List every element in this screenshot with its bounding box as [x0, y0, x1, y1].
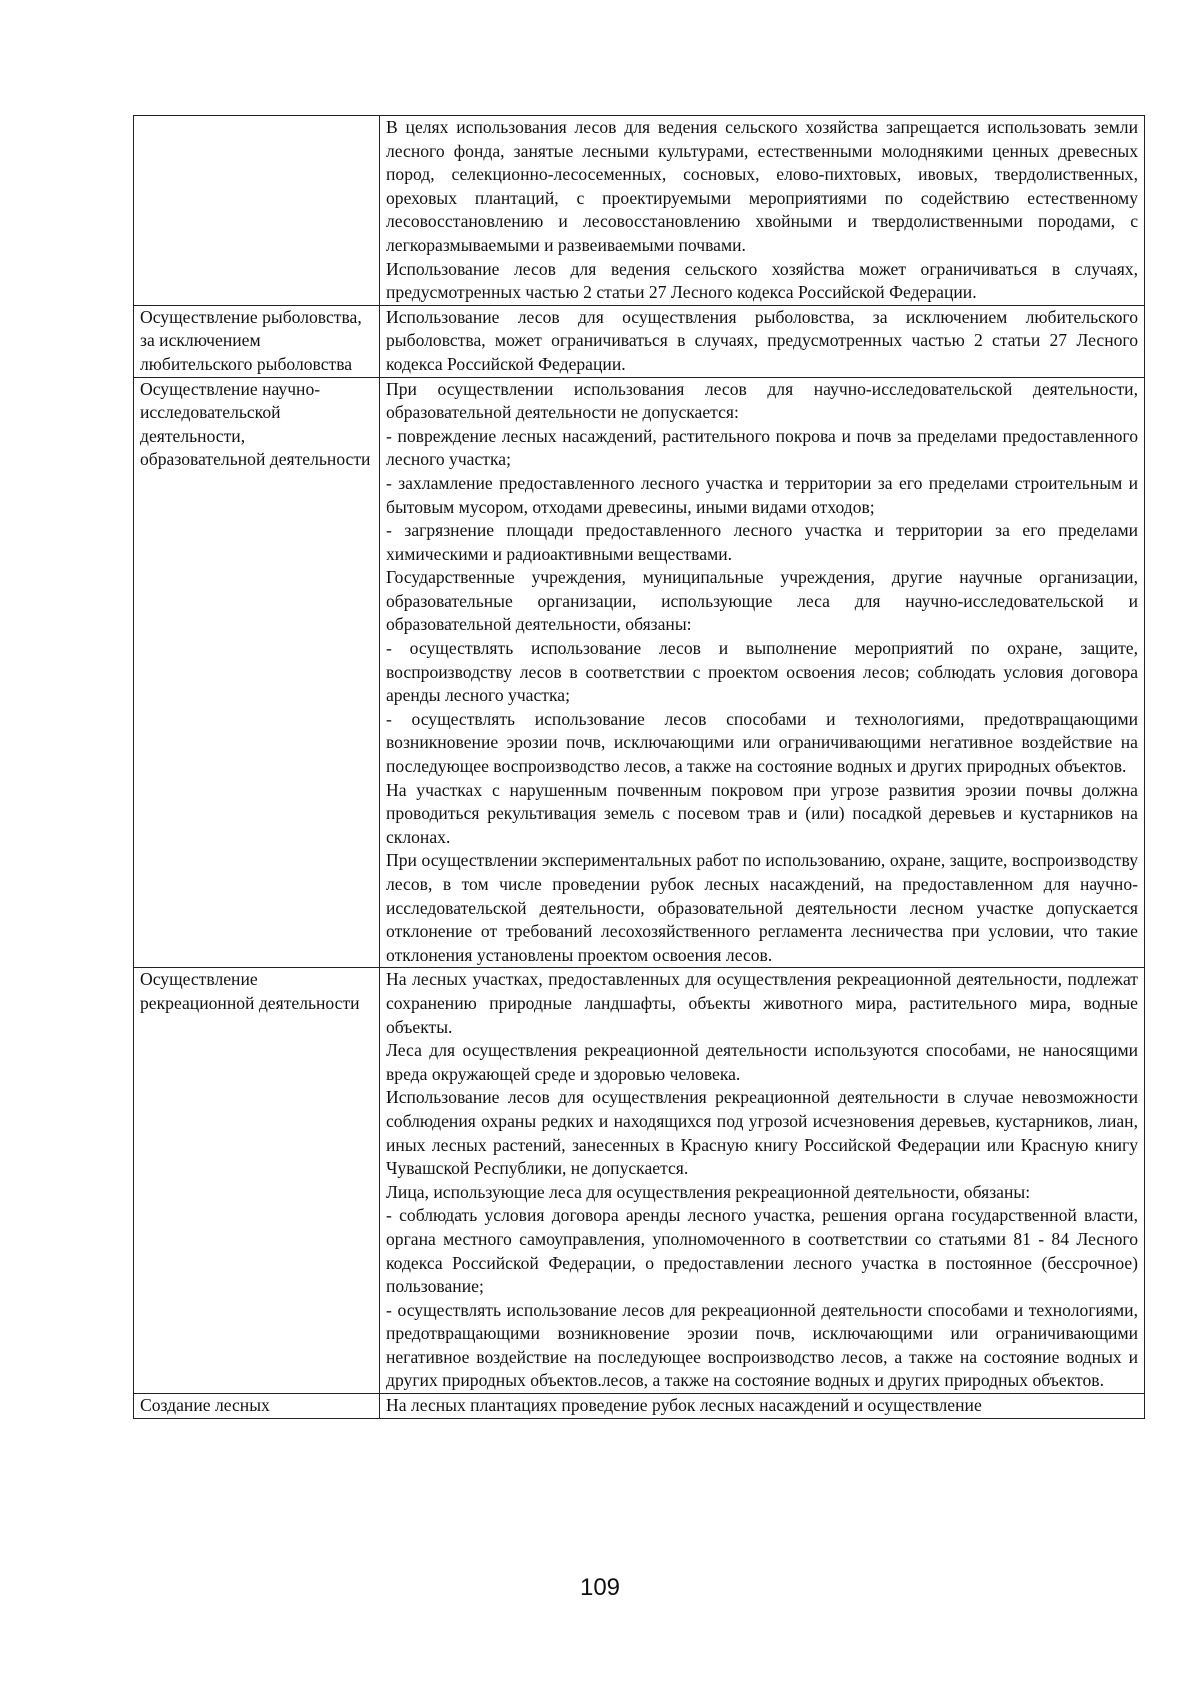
paragraph: - загрязнение площади предоставленного лесного участка и территории за его пределами химическими и радиоактивными веществами.: [386, 520, 1138, 564]
paragraph: Использование лесов для осуществления рекреационной деятельности в случае невозможности соблюдения охраны редких и находящихся под угрозой исчезновения деревьев, кустарников, лиан, иных лесных растений, занесенных в Красную книгу Российской Федерации или Красную книгу Чувашской Республики, не допускается.: [386, 1087, 1138, 1179]
table-row: [134, 968, 1145, 1394]
description-cell: [380, 116, 1145, 306]
paragraph: - соблюдать условия договора аренды лесного участка, решения органа государственной власти, органа местного самоуправления, уполномоченного в соответствии со статьями 81 - 84 Лесного кодекса Российской Федерации, о предоставлении лесного участка в постоянное (бессрочное) пользование;: [386, 1205, 1138, 1297]
description-cell: [380, 305, 1145, 377]
paragraph: В целях использования лесов для ведения сельского хозяйства запрещается использовать земли лесного фонда, занятые лесными культурами, естественными молоднякими ценных древесных пород, селекционно-лесосеменных, сосновых, елово-пихтовых, ивовых, твердолиственных, ореховых плантаций, с проектируемыми мероприятиями по содействию естественному лесовосстановлению и лесовосстановлению хвойными и твердолиственными породами, с легкоразмываемыми и развеиваемыми почвами.: [386, 117, 1138, 255]
table-row: [134, 305, 1145, 377]
paragraph: Лица, использующие леса для осуществления рекреационной деятельности, обязаны:: [386, 1181, 1031, 1202]
paragraph: - осуществлять использование лесов для рекреационной деятельности способами и технологиями, предотвращающими возникновение эрозии почв, исключающими или ограничивающими негативное воздействие на последующее воспроизводство лесов, а также на состояние водных и других природных объектов.лесов, а также на состояние водных и других природных объектов.: [386, 1299, 1138, 1391]
table-row: [134, 1394, 1145, 1419]
paragraph: Леса для осуществления рекреационной деятельности используются способами, не наносящими вреда окружающей среде и здоровью человека.: [386, 1040, 1138, 1084]
description-cell: [380, 968, 1145, 1394]
activity-cell: Осуществление рыболовства, за исключением любительского рыболовства: [134, 305, 380, 377]
activity-cell: Осуществление рекреационной деятельности: [134, 968, 380, 1394]
activity-cell: Осуществление научно-исследовательской деятельности, образовательной деятельности: [134, 377, 380, 968]
paragraph: - осуществлять использование лесов способами и технологиями, предотвращающими возникновение эрозии почв, исключающими или ограничивающими негативное воздействие на последующее воспроизводство лесов, а также на состояние водных и других природных объектов.: [386, 708, 1138, 777]
description-cell: [380, 377, 1145, 968]
table-row: [134, 116, 1145, 306]
paragraph: На лесных участках, предоставленных для осуществления рекреационной деятельности, подлежат сохранению природные ландшафты, объекты животного мира, растительного мира, водные объекты.: [386, 969, 1138, 1037]
page-number: 109: [579, 1574, 621, 1601]
paragraph: Государственные учреждения, муниципальные учреждения, другие научные организации, образовательные организации, использующие леса для научно-исследовательской и образовательной деятельности, обязаны:: [386, 567, 1138, 635]
paragraph: - осуществлять использование лесов и выполнение мероприятий по охране, защите, воспроизводству лесов в соответствии с проектом освоения лесов; соблюдать условия договора аренды лесного участка;: [386, 638, 1138, 706]
paragraph: Использование лесов для осуществления рыболовства, за исключением любительского рыболовства, может ограничиваться в случаях, предусмотренных частью 2 статьи 27 Лесного кодекса Российской Федерации.: [386, 306, 1138, 374]
activity-cell: Создание лесных: [134, 1394, 380, 1419]
paragraph: На лесных плантациях проведение рубок лесных насаждений и осуществление: [386, 1395, 982, 1416]
paragraph: На участках с нарушенным почвенным покровом при угрозе развития эрозии почвы должна проводиться рекультивация земель с посевом трав и (или) посадкой деревьев и кустарников на склонах.: [386, 779, 1138, 847]
paragraph: - повреждение лесных насаждений, растительного покрова и почв за пределами предоставленного лесного участка;: [386, 425, 1138, 470]
table-row: [134, 377, 1145, 968]
activity-cell: [134, 116, 380, 306]
paragraph: При осуществлении экспериментальных работ по использованию, охране, защите, воспроизводству лесов, в том числе проведении рубок лесных насаждений, на предоставленном для научно-исследовательской деятельности, образовательной деятельности лесном участке допускается отклонение от требований лесохозяйственного регламента лесничества при условии, что такие отклонения установлены проектом освоения лесов.: [386, 850, 1138, 965]
paragraph: При осуществлении использования лесов для научно-исследовательской деятельности, образовательной деятельности не допускается:: [386, 378, 1138, 423]
paragraph: Использование лесов для ведения сельского хозяйства может ограничиваться в случаях, предусмотренных частью 2 статьи 27 Лесного кодекса Российской Федерации.: [386, 258, 1138, 303]
paragraph: - захламление предоставленного лесного участка и территории за его пределами строительным и бытовым мусором, отходами древесины, иными видами отходов;: [386, 472, 1138, 517]
description-cell: [380, 1394, 1145, 1419]
regulation-table: [133, 115, 1145, 1419]
